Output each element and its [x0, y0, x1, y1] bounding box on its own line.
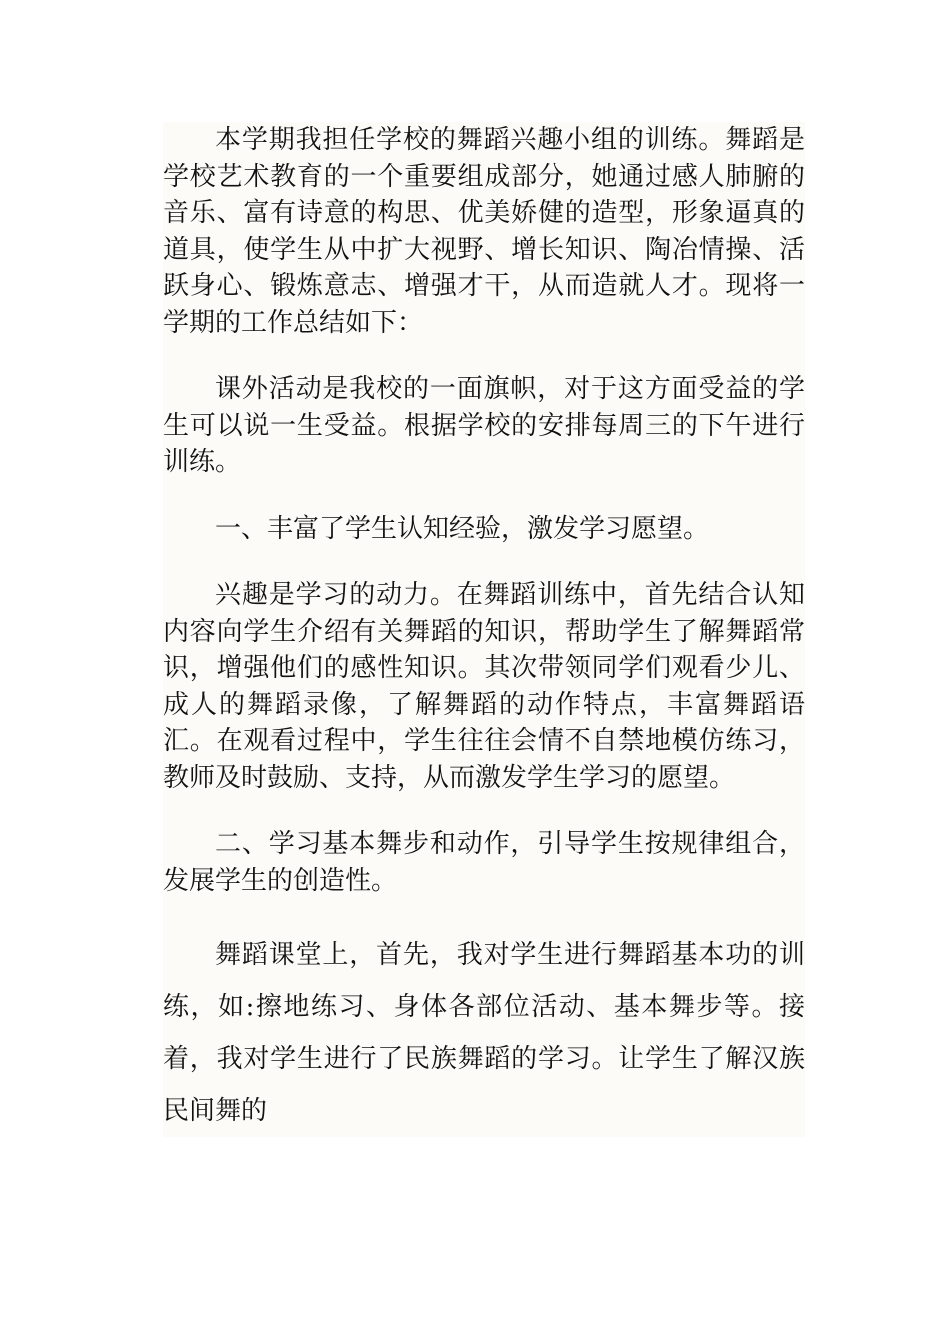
intro-paragraph: 本学期我担任学校的舞蹈兴趣小组的训练。舞蹈是学校艺术教育的一个重要组成部分，她通过感人肺腑的音乐、富有诗意的构思、优美娇健的造型，形象逼真的道具，使学生从中扩大视野、增长知识、陶冶情操、活跃身心、锻炼意志、增强才干，从而造就人才。现将一学期的工作总结如下： — [163, 125, 805, 338]
activity-paragraph: 课外活动是我校的一面旗帜，对于这方面受益的学生可以说一生受益。根据学校的安排每周三的下午进行训练。 — [163, 374, 805, 477]
interest-paragraph: 兴趣是学习的动力。在舞蹈训练中，首先结合认知内容向学生介绍有关舞蹈的知识，帮助学生了解舞蹈常识，增强他们的感性知识。其次带领同学们观看少儿、成人的舞蹈录像，了解舞蹈的动作特点，丰富舞蹈语汇。在观看过程中，学生往往会情不自禁地模仿练习，教师及时鼓励、支持，从而激发学生学习的愿望。 — [163, 580, 805, 793]
document-body — [163, 122, 805, 1137]
section-heading-2: 二、学习基本舞步和动作，引导学生按规律组合，发展学生的创造性。 — [163, 829, 805, 896]
classroom-paragraph: 舞蹈课堂上，首先，我对学生进行舞蹈基本功的训练，如:擦地练习、身体各部位活动、基本舞步等。接着，我对学生进行了民族舞蹈的学习。让学生了解汉族民间舞的 — [163, 940, 805, 1126]
section-heading-1: 一、丰富了学生认知经验，激发学习愿望。 — [215, 513, 710, 544]
